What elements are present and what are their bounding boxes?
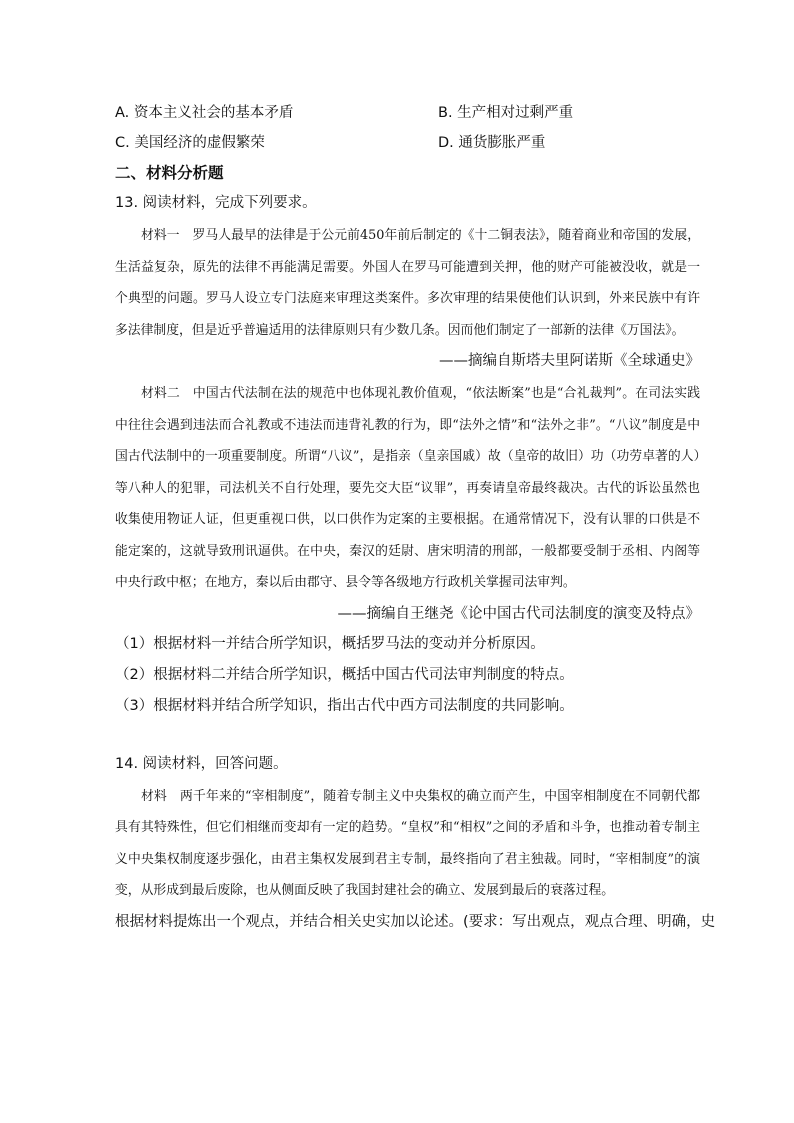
q13-sub-question-1: （1）根据材料一并结合所学知识，概括罗马法的变动并分析原因。: [115, 635, 545, 652]
option-d: D. 通货膨胀严重: [438, 135, 546, 151]
question-13-stem: 13. 阅读材料，完成下列要求。: [115, 195, 317, 211]
q13-sub-question-3: （3）根据材料并结合所学知识，指出古代中西方司法制度的共同影响。: [115, 697, 574, 714]
q13-source-1: ——摘编自斯塔夫里阿诺斯《全球通史》: [439, 353, 700, 369]
q14-instruction: 根据材料提炼出一个观点，并结合相关史实加以论述。(要求：写出观点，观点合理、明确，史: [115, 913, 716, 930]
q13-material-1: 材料一 罗马人最早的法律是于公元前450年前后制定的《十二铜表法》，随着商业和帝国的发展，生活益复杂，原先的法律不再能满足需要。外国人在罗马可能遭到关押，他的财产可能被没收，就是一个典型的问题。罗马人设立专门法庭来审理这类案件。多次审理的结果使他们认识到，外来民族中有许多法律制度，但是近乎普遍适用的法律原则只有少数几条。因而他们制定了一部新的法律《万国法》。: [115, 228, 700, 338]
option-a: A. 资本主义社会的基本矛盾: [115, 105, 294, 121]
section-title: 二、材料分析题: [115, 164, 224, 182]
options-row-1: [115, 98, 700, 128]
question-gap: [115, 722, 700, 749]
options-row-2: [115, 128, 700, 158]
question-14-stem: 14. 阅读材料，回答问题。: [115, 755, 288, 772]
q13-sub-question-2: （2）根据材料二并结合所学知识，概括中国古代司法审判制度的特点。: [115, 666, 574, 683]
option-b: B. 生产相对过剩严重: [438, 105, 574, 121]
q13-material-2: 材料二 中国古代法制在法的规范中也体现礼教价值观，“依法断案”也是“合礼裁判”。在司法实践中往往会遇到违法而合礼教或不违法而违背礼教的行为，即“法外之情”和“法外之非”。“八议”制度是中国古代法制中的一项重要制度。所谓“八议”，是指亲（皇亲国戚）故（皇帝的故旧）功（功劳卓著的人）等八种人的犯罪，司法机关不自行处理，要先交大臣“议罪”，再奏请皇帝最终裁决。古代的诉讼虽然也收集使用物证人证，但更重视口供，以口供作为定案的主要根据。在通常情况下，没有认罪的口供是不能定案的，这就导致刑讯逼供。在中央，秦汉的廷尉、唐宋明清的刑部，一般都要受制于丞相、内阁等中央行政中枢；在地方，秦以后由郡守、县令等各级地方行政机关掌握司法审判。: [115, 386, 700, 590]
q13-source-2: ——摘编自王继尧《论中国古代司法制度的演变及特点》: [337, 605, 700, 622]
q14-material: 材料 两千年来的“宰相制度”，随着专制主义中央集权的确立而产生，中国宰相制度在不同朝代都具有其特殊性，但它们相继而变却有一定的趋势。“皇权”和“相权”之间的矛盾和斗争，也推动着专制主义中央集权制度逐步强化，由君主集权发展到君主专制，最终指向了君主独裁。同时，“宰相制度”的演变，从形成到最后废除，也从侧面反映了我国封建社会的确立、发展到最后的衰落过程。: [115, 788, 700, 898]
exam-page: [115, 98, 716, 937]
option-c: C. 美国经济的虚假繁荣: [115, 135, 265, 151]
